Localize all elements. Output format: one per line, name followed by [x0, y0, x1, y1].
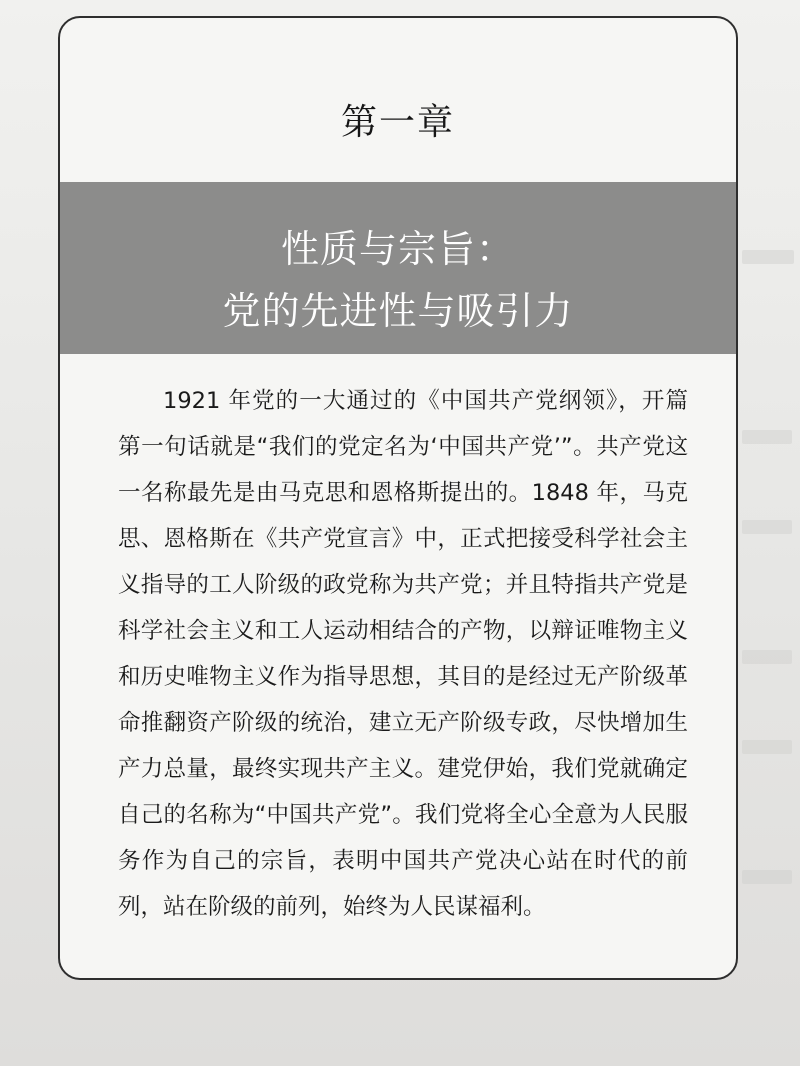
bleed-through-text — [742, 650, 792, 664]
bleed-through-text — [742, 870, 792, 884]
chapter-card — [58, 16, 738, 980]
title-line-2: 党的先进性与吸引力 — [222, 289, 574, 333]
title-line-1: 性质与宗旨： — [280, 227, 515, 271]
bleed-through-text — [742, 430, 792, 444]
bleed-through-text — [742, 250, 794, 264]
body-paragraph: 1921 年党的一大通过的《中国共产党纲领》，开篇第一句话就是“我们的党定名为‘中国共产党’”。共产党这一名称最先是由马克思和恩格斯提出的。1848 年，马克思、恩格斯在《共产党宣言》中，正式把接受科学社会主义指导的工人阶级的政党称为共产党；并且特指共产党是科学社会主义和工人运动相结合的产物，以辩证唯物主义和历史唯物主义作为指导思想，其目的是经过无产阶级革命推翻资产阶级的统治，建立无产阶级专政，尽快增加生产力总量，最终实现共产主义。建党伊始，我们党就确定自己的名称为“中国共产党”。我们党将全心全意为人民服务作为自己的宗旨，表明中国共产党决心站在时代的前列，站在阶级的前列，始终为人民谋福利。 — [118, 388, 688, 920]
title-banner — [60, 182, 736, 354]
bleed-through-text — [742, 740, 792, 754]
bleed-through-text — [742, 520, 792, 534]
chapter-number: 第一章 — [340, 102, 455, 143]
